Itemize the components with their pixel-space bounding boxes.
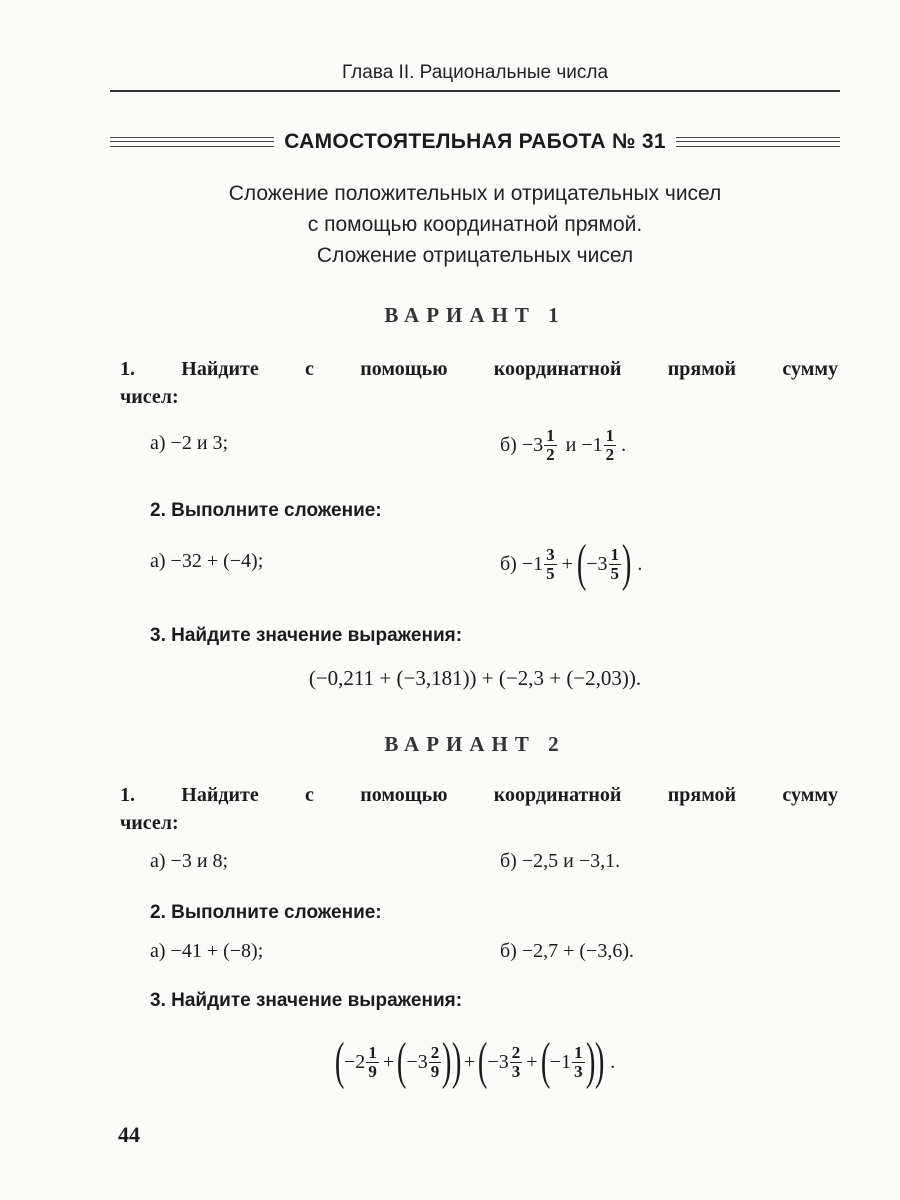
subtitle: [110, 178, 840, 271]
open-paren: (: [396, 1033, 407, 1090]
v2-task1-text: 1. Найдите с помощью координатной прямой сумму: [120, 784, 838, 806]
header-rule: [110, 90, 840, 92]
v1-task1-text: 1. Найдите с помощью координатной прямой сумму: [120, 358, 838, 380]
v2-task1-cont: чисел:: [120, 812, 179, 834]
open-paren: (: [334, 1033, 345, 1090]
v1-task1-a: а) −2 и 3;: [150, 432, 229, 454]
frac-num: 1: [605, 425, 615, 445]
v2-task1-b: б) −2,5 и −3,1.: [500, 850, 621, 872]
v1-task1-frac1: [544, 427, 557, 464]
frac-den: 9: [368, 1061, 377, 1081]
frac-num: 3: [546, 544, 555, 564]
frac-num: 1: [546, 425, 555, 445]
close-paren: ): [442, 1033, 452, 1090]
v1-task2-b: [500, 536, 642, 592]
v1-task2-a: а) −32 + (−4);: [150, 550, 264, 572]
frac-den: 9: [430, 1061, 440, 1081]
frac-num: 1: [610, 544, 620, 564]
page-number: 44: [118, 1122, 140, 1147]
chapter-header: Глава II. Рациональные числа: [341, 62, 609, 83]
page-title: САМОСТОЯТЕЛЬНАЯ РАБОТА № 31: [284, 130, 666, 153]
close-paren: ): [621, 535, 632, 592]
v1-task2-text: 2. Выполните сложение:: [150, 500, 382, 521]
v1-task3-text: 3. Найдите значение выражения:: [150, 625, 463, 646]
v1-task2-frac2: [609, 546, 622, 583]
frac-num: 2: [511, 1042, 521, 1062]
frac-den: 2: [546, 444, 555, 464]
v2-task3-text: 3. Найдите значение выражения:: [150, 990, 463, 1011]
title-rule-right: [676, 137, 840, 147]
frac-num: 1: [368, 1042, 377, 1062]
open-paren: (: [478, 1033, 488, 1090]
variant-1-heading: ВАРИАНТ 1: [384, 303, 566, 327]
v2-task3-frac1: [366, 1044, 379, 1081]
v1-task1-b-end: .: [621, 433, 627, 456]
subtitle-line-2: с помощью координатной прямой.: [307, 213, 643, 236]
close-paren: ): [594, 1033, 605, 1090]
title-rule-left: [110, 137, 274, 147]
v2-task3-m4: −1: [549, 1050, 572, 1073]
v2-task3-expr: [110, 1032, 840, 1092]
variant-2-heading: ВАРИАНТ 2: [384, 732, 566, 756]
v2-task3-m1: −2: [344, 1050, 366, 1073]
v2-task2-text: 2. Выполните сложение:: [150, 902, 382, 923]
open-paren: (: [540, 1033, 550, 1090]
v2-task3-frac3: [510, 1044, 523, 1081]
v2-task3-frac4: [572, 1044, 585, 1081]
frac-den: 5: [546, 563, 555, 583]
close-paren: ): [451, 1033, 461, 1090]
v1-task1-cont: чисел:: [120, 386, 179, 408]
frac-den: 5: [610, 563, 620, 583]
frac-den: 2: [605, 444, 615, 464]
v1-task2-b-end: .: [637, 552, 643, 575]
v1-task2-minus3: −3: [586, 552, 608, 575]
title-row: [110, 124, 840, 160]
v2-task2-b: б) −2,7 + (−3,6).: [500, 940, 634, 962]
plus-sign: +: [526, 1050, 538, 1073]
open-paren: (: [576, 535, 587, 592]
v2-task2-a: а) −41 + (−8);: [150, 940, 264, 962]
v1-task1-b: [500, 418, 626, 472]
plus-sign: +: [382, 1050, 395, 1073]
expr-end: .: [610, 1050, 616, 1073]
v1-task2-frac1: [544, 546, 557, 583]
v1-task2-plus: +: [561, 552, 573, 575]
v2-task3-frac2: [429, 1044, 442, 1081]
frac-den: 3: [574, 1061, 583, 1081]
subtitle-line-3: Сложение отрицательных чисел: [316, 244, 634, 267]
v1-task2-b-label: б) −1: [500, 552, 544, 575]
v2-task1-a: а) −3 и 8;: [150, 850, 229, 872]
v1-task3-expr: (−0,211 + (−3,181)) + (−2,3 + (−2,03)).: [308, 666, 642, 690]
frac-num: 2: [430, 1042, 440, 1062]
frac-den: 3: [511, 1061, 521, 1081]
plus-sign: +: [463, 1050, 476, 1073]
subtitle-line-1: Сложение положительных и отрицательных чисел: [228, 182, 722, 205]
frac-num: 1: [574, 1042, 583, 1062]
v1-task1-b-mid: и −1: [565, 433, 603, 456]
v2-task3-m3: −3: [487, 1050, 509, 1073]
v1-task1-b-label: б) −3: [500, 433, 544, 456]
v1-task1-frac2: [604, 427, 617, 464]
close-paren: ): [585, 1033, 596, 1090]
v2-task3-m2: −3: [406, 1050, 428, 1073]
